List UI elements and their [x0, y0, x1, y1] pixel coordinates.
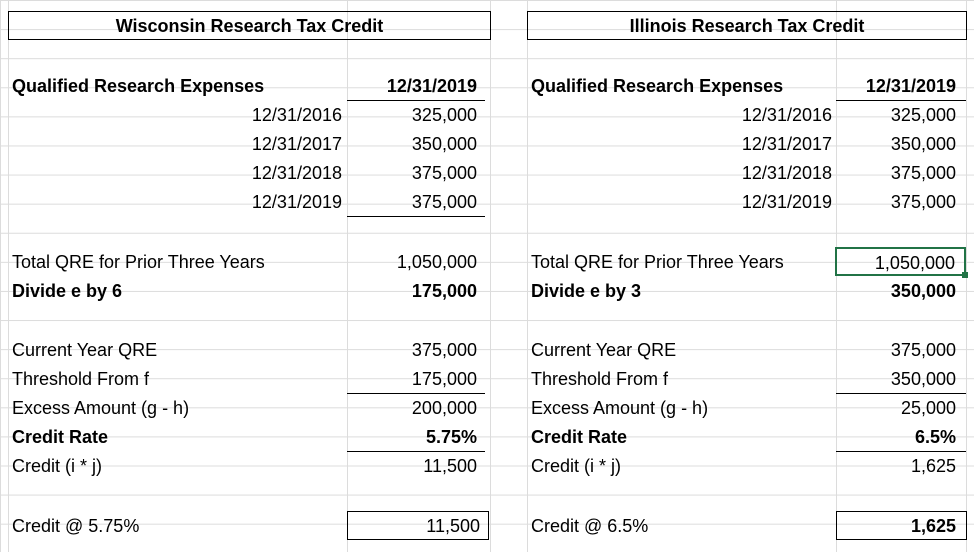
illinois-divide-label[interactable]: Divide e by 3: [531, 281, 642, 301]
wisconsin-rate-value[interactable]: 5.75%: [347, 423, 485, 452]
wisconsin-threshold-label[interactable]: Threshold From f: [12, 369, 150, 389]
wisconsin-title[interactable]: Wisconsin Research Tax Credit: [8, 11, 491, 40]
illinois-divide-value[interactable]: 350,000: [890, 281, 956, 301]
wisconsin-year-date[interactable]: 12/31/2019: [251, 192, 342, 212]
wisconsin-year-amount[interactable]: 375,000: [347, 188, 485, 217]
illinois-year-amount[interactable]: 375,000: [890, 192, 956, 212]
illinois-excess-value[interactable]: 25,000: [900, 398, 956, 418]
wisconsin-year-amount[interactable]: 375,000: [411, 163, 477, 183]
wisconsin-year-date[interactable]: 12/31/2016: [251, 105, 342, 125]
illinois-year-date[interactable]: 12/31/2019: [741, 192, 832, 212]
illinois-total-value-selected[interactable]: 1,050,000: [835, 247, 966, 276]
illinois-year-date[interactable]: 12/31/2017: [741, 134, 832, 154]
wisconsin-excess-value[interactable]: 200,000: [411, 398, 477, 418]
wisconsin-credit-value[interactable]: 11,500: [423, 456, 477, 476]
wisconsin-year-date[interactable]: 12/31/2018: [251, 163, 342, 183]
illinois-total-label[interactable]: Total QRE for Prior Three Years: [531, 252, 784, 272]
wisconsin-date-header[interactable]: 12/31/2019: [347, 72, 485, 101]
illinois-date-header[interactable]: 12/31/2019: [836, 72, 966, 101]
illinois-qre-label[interactable]: Qualified Research Expenses: [531, 76, 784, 96]
illinois-credit-label[interactable]: Credit (i * j): [531, 456, 622, 476]
wisconsin-current-value[interactable]: 375,000: [411, 340, 477, 360]
wisconsin-divide-label[interactable]: Divide e by 6: [12, 281, 123, 301]
column-divider: [527, 0, 528, 552]
wisconsin-current-label[interactable]: Current Year QRE: [12, 340, 158, 360]
illinois-title[interactable]: Illinois Research Tax Credit: [527, 11, 967, 40]
wisconsin-total-label[interactable]: Total QRE for Prior Three Years: [12, 252, 265, 272]
wisconsin-year-date[interactable]: 12/31/2017: [251, 134, 342, 154]
illinois-current-label[interactable]: Current Year QRE: [531, 340, 677, 360]
illinois-threshold-value[interactable]: 350,000: [836, 365, 966, 394]
wisconsin-year-amount[interactable]: 325,000: [411, 105, 477, 125]
wisconsin-credit-label[interactable]: Credit (i * j): [12, 456, 103, 476]
illinois-year-date[interactable]: 12/31/2018: [741, 163, 832, 183]
illinois-excess-label[interactable]: Excess Amount (g - h): [531, 398, 709, 418]
wisconsin-rate-label[interactable]: Credit Rate: [12, 427, 109, 447]
wisconsin-divide-value[interactable]: 175,000: [411, 281, 477, 301]
wisconsin-threshold-value[interactable]: 175,000: [347, 365, 485, 394]
illinois-credit-value[interactable]: 1,625: [910, 456, 956, 476]
illinois-final-value[interactable]: 1,625: [836, 511, 967, 540]
illinois-rate-value[interactable]: 6.5%: [836, 423, 966, 452]
illinois-year-date[interactable]: 12/31/2016: [741, 105, 832, 125]
wisconsin-final-value[interactable]: 11,500: [347, 511, 489, 540]
illinois-year-amount[interactable]: 375,000: [890, 163, 956, 183]
illinois-threshold-label[interactable]: Threshold From f: [531, 369, 669, 389]
wisconsin-excess-label[interactable]: Excess Amount (g - h): [12, 398, 190, 418]
illinois-year-amount[interactable]: 325,000: [890, 105, 956, 125]
wisconsin-qre-label[interactable]: Qualified Research Expenses: [12, 76, 265, 96]
illinois-rate-label[interactable]: Credit Rate: [531, 427, 628, 447]
wisconsin-total-value[interactable]: 1,050,000: [396, 252, 477, 272]
illinois-current-value[interactable]: 375,000: [890, 340, 956, 360]
wisconsin-year-amount[interactable]: 350,000: [411, 134, 477, 154]
wisconsin-final-label[interactable]: Credit @ 5.75%: [12, 516, 140, 536]
illinois-final-label[interactable]: Credit @ 6.5%: [531, 516, 649, 536]
column-divider: [490, 0, 491, 552]
illinois-year-amount[interactable]: 350,000: [890, 134, 956, 154]
column-divider: [8, 0, 9, 552]
